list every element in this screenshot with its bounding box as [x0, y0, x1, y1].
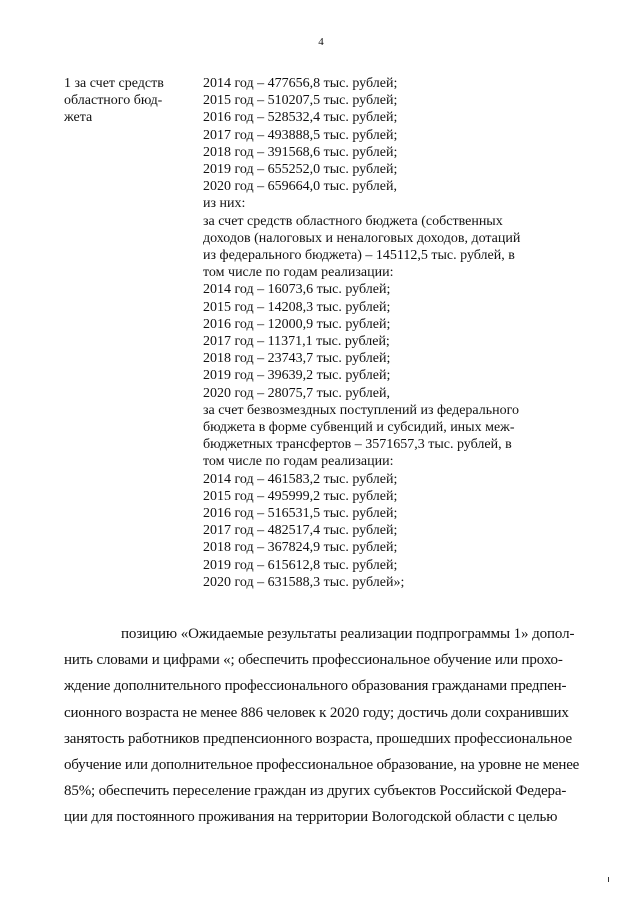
funding-line: 2018 год – 367824,9 тыс. рублей; — [203, 540, 398, 556]
funding-line: 2017 год – 482517,4 тыс. рублей; — [203, 523, 398, 539]
funding-line: 2014 год – 16073,6 тыс. рублей; — [203, 282, 391, 298]
paragraph-line: 85%; обеспечить переселение граждан из других субъектов Российской Федера- — [64, 783, 567, 800]
table-left-column — [64, 75, 194, 127]
funding-line: том числе по годам реализации: — [203, 265, 394, 281]
funding-line: бюджета в форме субвенций и субсидий, иных меж- — [203, 420, 515, 436]
paragraph-line: сионного возраста не менее 886 человек к 2020 году; достичь доли сохранивших — [64, 704, 569, 721]
funding-line: 2019 год – 615612,8 тыс. рублей; — [203, 557, 398, 573]
funding-line: 2018 год – 23743,7 тыс. рублей; — [203, 351, 391, 367]
left-column-line: жета — [64, 110, 93, 126]
body-paragraph — [64, 621, 602, 831]
funding-line: 2020 год – 659664,0 тыс. рублей, — [203, 179, 397, 195]
funding-line: 2017 год – 493888,5 тыс. рублей; — [203, 127, 398, 143]
paragraph-line: занятость работников предпенсионного возраста, прошедших профессиональное — [64, 730, 573, 747]
funding-line: 2019 год – 39639,2 тыс. рублей; — [203, 368, 391, 384]
page-number: 4 — [318, 36, 324, 48]
funding-line: 2020 год – 28075,7 тыс. рублей, — [203, 385, 390, 401]
funding-line: 2015 год – 14208,3 тыс. рублей; — [203, 299, 391, 315]
left-column-line: областного бюд- — [64, 93, 163, 109]
funding-line: бюджетных трансфертов – 3571657,3 тыс. рублей, в — [203, 437, 512, 453]
paragraph-line: позицию «Ожидаемые результаты реализации подпрограммы 1» допол- — [121, 626, 575, 642]
scan-edge-mark — [608, 877, 609, 882]
funding-line: 2014 год – 477656,8 тыс. рублей; — [203, 76, 398, 91]
paragraph-line: ции для постоянного проживания на территории Вологодской области с целью — [64, 809, 558, 826]
table-right-column — [203, 75, 563, 591]
funding-line: из федерального бюджета) – 145112,5 тыс. рублей, в — [203, 248, 515, 264]
funding-line: доходов (налоговых и неналоговых доходов, дотаций — [203, 230, 521, 246]
funding-line: 2019 год – 655252,0 тыс. рублей; — [203, 162, 398, 178]
left-column-line: 1 за счет средств — [64, 76, 164, 91]
paragraph-line: ждение дополнительного профессионального образования гражданами предпен- — [64, 678, 567, 695]
funding-line: 2017 год – 11371,1 тыс. рублей; — [203, 334, 390, 350]
funding-line: 2016 год – 516531,5 тыс. рублей; — [203, 506, 398, 522]
funding-line: 2015 год – 510207,5 тыс. рублей; — [203, 93, 398, 109]
funding-line: из них: — [203, 196, 246, 212]
funding-line: 2015 год – 495999,2 тыс. рублей; — [203, 488, 398, 504]
funding-line: за счет безвозмездных поступлений из федерального — [203, 402, 520, 418]
funding-line: 2016 год – 528532,4 тыс. рублей; — [203, 110, 398, 126]
funding-line: 2016 год – 12000,9 тыс. рублей; — [203, 316, 391, 332]
funding-line: 2018 год – 391568,6 тыс. рублей; — [203, 144, 398, 160]
funding-line: за счет средств областного бюджета (собственных — [203, 213, 503, 229]
funding-line: том числе по годам реализации: — [203, 454, 394, 470]
funding-line: 2014 год – 461583,2 тыс. рублей; — [203, 471, 398, 487]
funding-line: 2020 год – 631588,3 тыс. рублей»; — [203, 574, 405, 590]
paragraph-line: обучение или дополнительное профессиональное образование, на уровне не менее — [64, 757, 580, 774]
paragraph-line: нить словами и цифрами «; обеспечить профессиональное обучение или прохо- — [64, 652, 563, 669]
